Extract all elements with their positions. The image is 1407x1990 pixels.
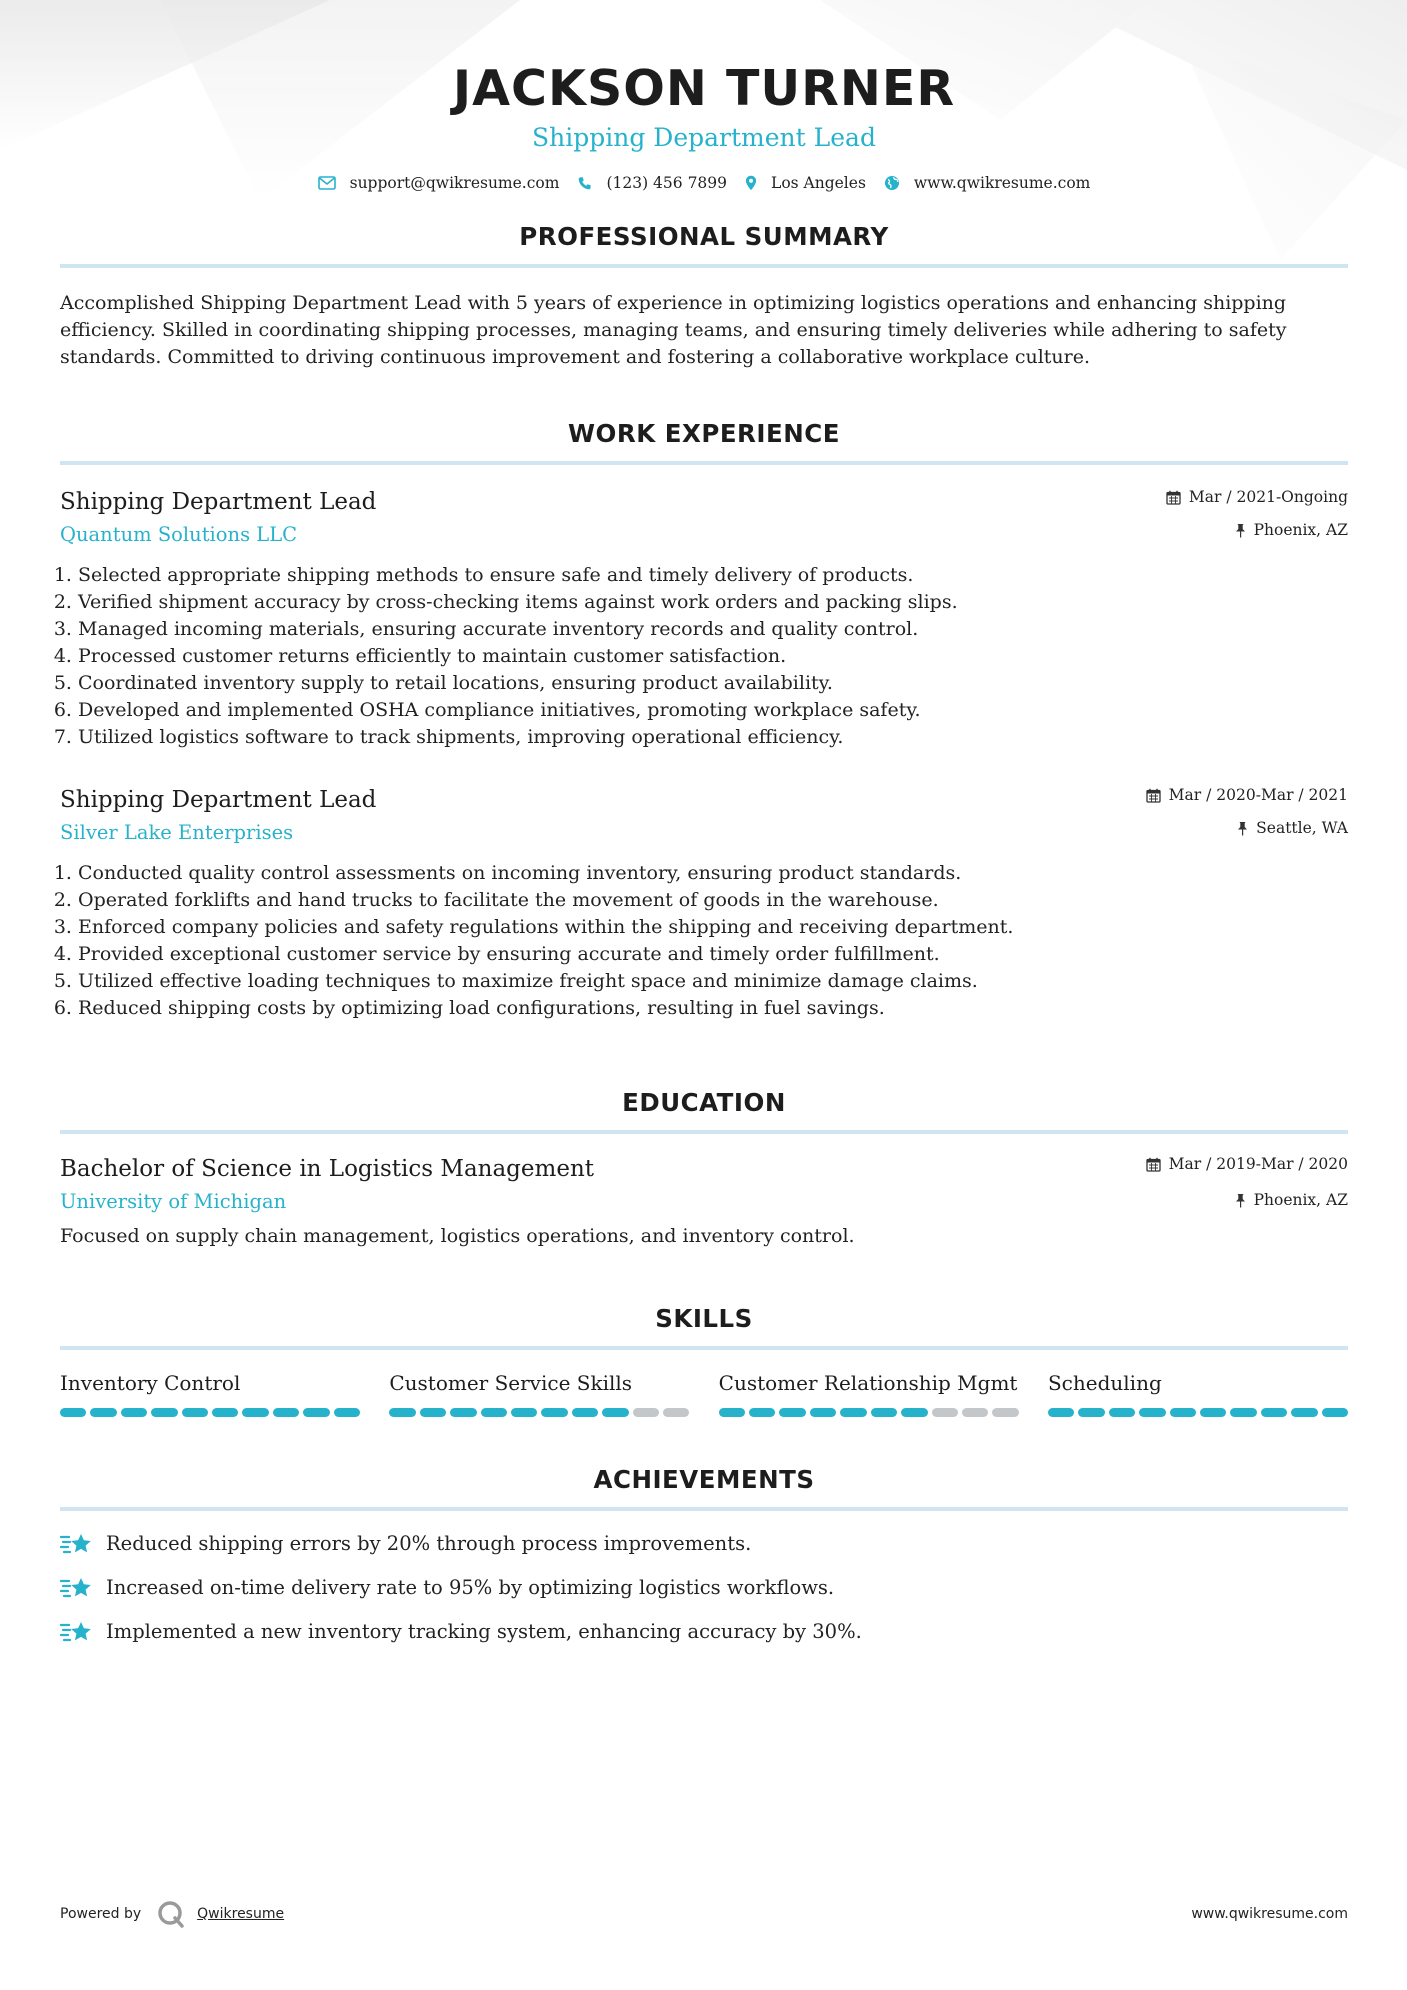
envelope-icon (318, 176, 336, 190)
list-item: 4. Processed customer returns efficiently to maintain customer satisfaction. (78, 643, 1348, 670)
skill-segment-filled (182, 1408, 208, 1417)
skill-level-bar (60, 1408, 360, 1417)
brand-link[interactable]: Qwikresume (197, 1906, 285, 1922)
summary-text: Accomplished Shipping Department Lead with 5 years of experience in optimizing logistics operations and enhancing shipping efficiency. Skilled in coordinating shipping processes, managing teams, and ensuring timely deliveries while adhering to safety standards. Committed to driving continuous improvement and fostering a collaborative workplace culture. (60, 292, 1287, 368)
candidate-title: Shipping Department Lead (532, 123, 876, 152)
summary-heading: PROFESSIONAL SUMMARY (519, 222, 889, 251)
education-entry (60, 1154, 1348, 1250)
achievements-section (60, 1465, 1348, 1645)
list-item: 4. Provided exceptional customer service by ensuring accurate and timely order fulfillment. (78, 941, 1348, 968)
resume-header (60, 0, 1348, 192)
pushpin-icon (1235, 1193, 1246, 1208)
job-title: Shipping Department Lead (60, 787, 377, 813)
skill-segment-filled (779, 1408, 805, 1417)
calendar-icon (1146, 1157, 1161, 1172)
globe-icon (884, 175, 900, 191)
phone-text: (123) 456 7899 (606, 174, 728, 192)
skill-segment-filled (481, 1408, 507, 1417)
skill-level-bar (1048, 1408, 1348, 1417)
email-text: support@qwikresume.com (349, 174, 560, 192)
pushpin-icon (1237, 821, 1248, 836)
contact-email[interactable] (318, 174, 560, 192)
footer-website[interactable]: www.qwikresume.com (1191, 1906, 1348, 1922)
list-item: 3. Enforced company policies and safety regulations within the shipping and receiving department. (78, 914, 1348, 941)
list-item: 5. Utilized effective loading techniques to maximize freight space and minimize damage claims. (78, 968, 1348, 995)
achievement-item (60, 1619, 1348, 1645)
shooting-star-icon (60, 1619, 94, 1645)
list-item: 3. Managed incoming materials, ensuring accurate inventory records and quality control. (78, 616, 1348, 643)
skill-segment-filled (1078, 1408, 1104, 1417)
skill-segment-filled (1139, 1408, 1165, 1417)
skill-item (60, 1370, 360, 1417)
job-company: Silver Lake Enterprises (60, 821, 294, 844)
skill-segment-filled (151, 1408, 177, 1417)
education-heading: EDUCATION (622, 1088, 786, 1117)
map-marker-icon (745, 175, 757, 191)
contact-location (745, 174, 866, 192)
skill-name: Customer Relationship Mgmt (718, 1371, 1018, 1395)
phone-icon (577, 176, 592, 191)
contact-website[interactable] (884, 174, 1090, 192)
education-meta (1146, 1154, 1348, 1210)
section-divider (60, 1346, 1348, 1350)
job-company: Quantum Solutions LLC (60, 523, 298, 546)
skill-segment-filled (871, 1408, 897, 1417)
achievement-text: Reduced shipping errors by 20% through process improvements. (106, 1532, 752, 1555)
job-meta (1166, 487, 1348, 540)
achievements-list (60, 1531, 1348, 1645)
skill-segment-filled (450, 1408, 476, 1417)
candidate-name: JACKSON TURNER (452, 60, 956, 117)
calendar-icon (1146, 788, 1161, 803)
skill-segment-filled (389, 1408, 415, 1417)
list-item: 1. Selected appropriate shipping methods to ensure safe and timely delivery of products. (78, 562, 1348, 589)
skills-section (60, 1304, 1348, 1417)
skill-segment-filled (242, 1408, 268, 1417)
job-title: Shipping Department Lead (60, 489, 377, 515)
achievement-item (60, 1575, 1348, 1601)
website-text: www.qwikresume.com (913, 174, 1091, 192)
skill-item (719, 1370, 1019, 1417)
skill-segment-empty (962, 1408, 988, 1417)
skill-segment-empty (663, 1408, 689, 1417)
skill-item (1048, 1370, 1348, 1417)
skill-segment-filled (1200, 1408, 1226, 1417)
shooting-star-icon (60, 1575, 94, 1601)
job-bullets (60, 562, 1348, 751)
summary-section (60, 222, 1348, 371)
skill-segment-empty (633, 1408, 659, 1417)
job-entry (60, 487, 1348, 751)
powered-by-label: Powered by (60, 1906, 142, 1922)
list-item: 5. Coordinated inventory supply to retail locations, ensuring product availability. (78, 670, 1348, 697)
skill-segment-filled (90, 1408, 116, 1417)
skill-segment-filled (334, 1408, 360, 1417)
pushpin-icon (1235, 523, 1246, 538)
education-dates: Mar / 2019-Mar / 2020 (1168, 1155, 1348, 1173)
skill-segment-filled (901, 1408, 927, 1417)
skill-segment-filled (1291, 1408, 1317, 1417)
skill-segment-filled (810, 1408, 836, 1417)
list-item: 2. Operated forklifts and hand trucks to facilitate the movement of goods in the warehouse. (78, 887, 1348, 914)
skill-segment-filled (749, 1408, 775, 1417)
resume-page (60, 0, 1348, 1663)
job-entry (60, 785, 1348, 1022)
skill-name: Scheduling (1047, 1371, 1162, 1395)
degree-title: Bachelor of Science in Logistics Management (60, 1156, 594, 1182)
skill-segment-filled (541, 1408, 567, 1417)
location-text: Los Angeles (771, 174, 866, 192)
skill-segment-empty (992, 1408, 1018, 1417)
experience-section (60, 419, 1348, 1022)
skill-segment-filled (1261, 1408, 1287, 1417)
job-meta (1146, 785, 1348, 838)
skill-segment-filled (572, 1408, 598, 1417)
experience-heading: WORK EXPERIENCE (568, 419, 840, 448)
skills-list (60, 1370, 1348, 1417)
job-location: Seattle, WA (1256, 819, 1348, 837)
job-dates: Mar / 2021-Ongoing (1188, 488, 1348, 506)
skill-segment-filled (303, 1408, 329, 1417)
powered-by (60, 1900, 284, 1928)
contact-phone[interactable] (577, 174, 727, 192)
skill-segment-filled (1230, 1408, 1256, 1417)
achievements-heading: ACHIEVEMENTS (593, 1465, 815, 1494)
skill-name: Inventory Control (60, 1371, 241, 1395)
achievement-item (60, 1531, 1348, 1557)
education-description: Focused on supply chain management, logistics operations, and inventory control. (60, 1225, 855, 1247)
skill-segment-filled (719, 1408, 745, 1417)
skill-level-bar (389, 1408, 689, 1417)
list-item: 1. Conducted quality control assessments on incoming inventory, ensuring product standards. (78, 860, 1348, 887)
school-name: University of Michigan (60, 1190, 287, 1213)
skill-segment-filled (511, 1408, 537, 1417)
skill-level-bar (719, 1408, 1019, 1417)
skill-segment-filled (1170, 1408, 1196, 1417)
shooting-star-icon (60, 1531, 94, 1557)
skill-name: Customer Service Skills (389, 1371, 633, 1395)
section-divider (60, 264, 1348, 268)
skill-segment-filled (121, 1408, 147, 1417)
skill-segment-filled (420, 1408, 446, 1417)
skill-segment-filled (1322, 1408, 1348, 1417)
list-item: 6. Developed and implemented OSHA compliance initiatives, promoting workplace safety. (78, 697, 1348, 724)
skill-segment-filled (602, 1408, 628, 1417)
skill-segment-empty (932, 1408, 958, 1417)
section-divider (60, 1507, 1348, 1511)
job-bullets (60, 860, 1348, 1022)
calendar-icon (1166, 490, 1181, 505)
job-location: Phoenix, AZ (1253, 521, 1348, 539)
section-divider (60, 1130, 1348, 1134)
achievement-text: Implemented a new inventory tracking system, enhancing accuracy by 30%. (106, 1620, 862, 1643)
section-divider (60, 461, 1348, 465)
list-item: 6. Reduced shipping costs by optimizing load configurations, resulting in fuel savings. (78, 995, 1348, 1022)
qwikresume-logo-icon (157, 1900, 185, 1928)
skill-segment-filled (273, 1408, 299, 1417)
contact-row (60, 174, 1348, 192)
achievement-text: Increased on-time delivery rate to 95% by optimizing logistics workflows. (106, 1576, 835, 1599)
skill-segment-filled (60, 1408, 86, 1417)
page-footer (60, 1900, 1348, 1928)
skill-segment-filled (1048, 1408, 1074, 1417)
skill-segment-filled (840, 1408, 866, 1417)
skill-item (389, 1370, 689, 1417)
education-section (60, 1088, 1348, 1250)
education-location: Phoenix, AZ (1253, 1191, 1348, 1209)
skill-segment-filled (1109, 1408, 1135, 1417)
job-dates: Mar / 2020-Mar / 2021 (1168, 786, 1348, 804)
list-item: 7. Utilized logistics software to track shipments, improving operational efficiency. (78, 724, 1348, 751)
skills-heading: SKILLS (655, 1304, 753, 1333)
skill-segment-filled (212, 1408, 238, 1417)
list-item: 2. Verified shipment accuracy by cross-checking items against work orders and packing slips. (78, 589, 1348, 616)
